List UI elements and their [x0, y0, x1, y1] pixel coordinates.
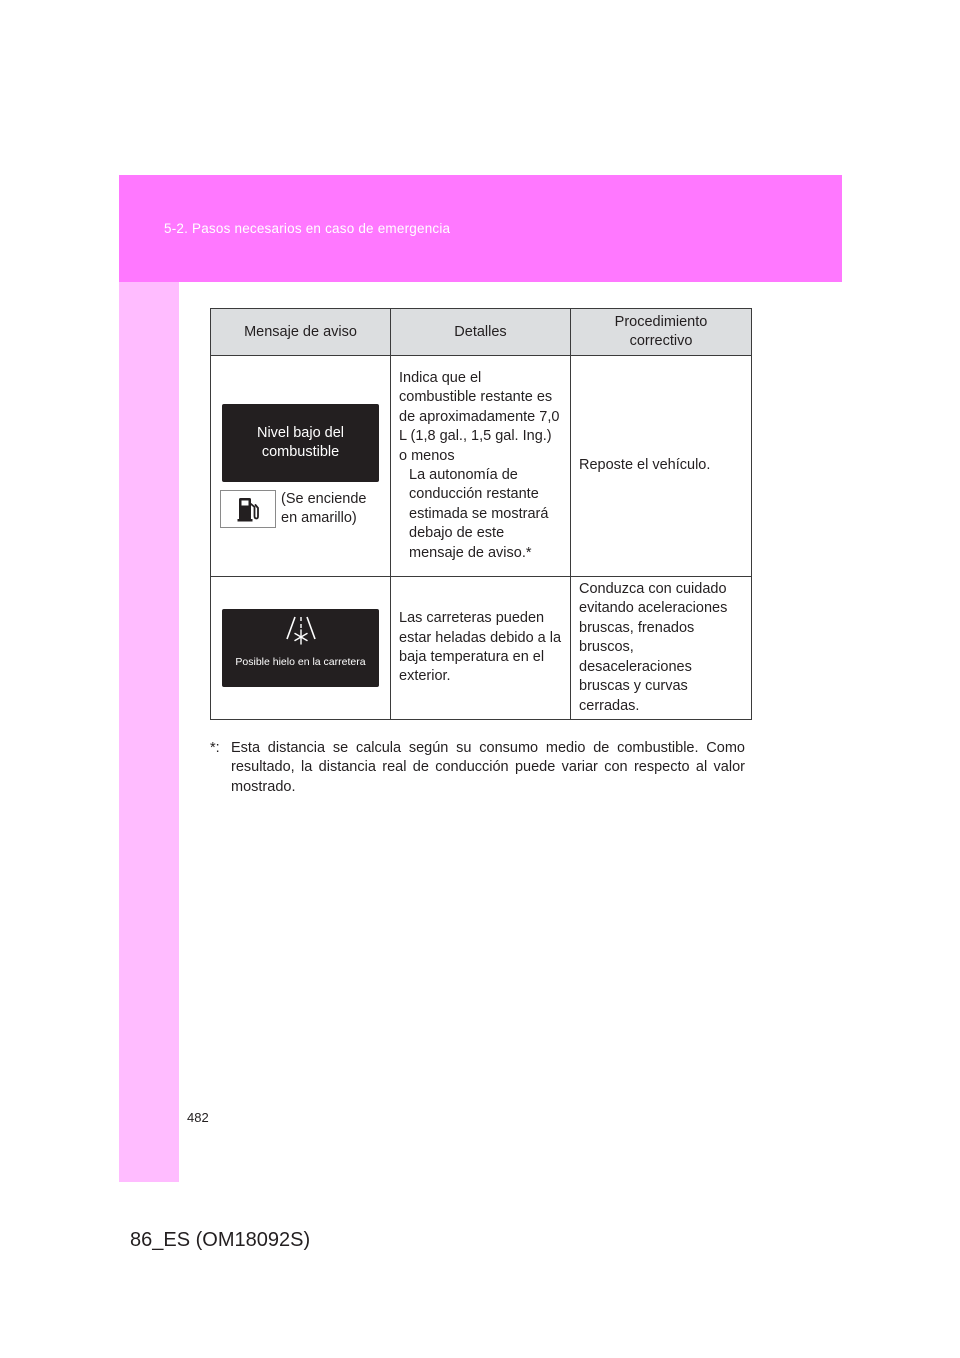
- procedure-text: Reposte el vehículo.: [579, 457, 711, 474]
- column-header: Detalles: [391, 309, 571, 356]
- table-row: [211, 356, 752, 577]
- display-message: Nivel bajo del combustible: [222, 404, 379, 482]
- footnote-mark: *:: [210, 740, 220, 756]
- procedure-text: Conduzca con cuidado evitando aceleraciones bruscas, frenados bruscos, desaceleraciones bruscas y curvas cerradas.: [579, 581, 728, 714]
- fuel-indicator-frame: [220, 490, 276, 528]
- column-header: Procedimiento correctivo: [571, 309, 752, 356]
- details-cell: [391, 356, 571, 577]
- details-sub: La autonomía de conducción restante estimada se mostrará debajo de este mensaje de aviso.*: [409, 467, 549, 561]
- indicator-note: (Se enciende en amarillo): [281, 490, 367, 526]
- footnote-text: Esta distancia se calcula según su consumo medio de combustible. Como resultado, la distancia real de conducción puede variar con respecto al valor mostrado.: [231, 740, 745, 795]
- fuel-pump-icon: [237, 496, 259, 522]
- icy-road-icon: [286, 615, 316, 651]
- warning-table: [210, 308, 752, 720]
- warning-message-cell: [211, 356, 391, 577]
- footnote: [210, 739, 745, 797]
- side-band: [119, 282, 179, 1182]
- column-header: Mensaje de aviso: [211, 309, 391, 356]
- details-main: Las carreteras pueden estar heladas debido a la baja temperatura en el exterior.: [399, 610, 562, 685]
- details-main: Indica que el combustible restante es de aproximadamente 7,0 L (1,8 gal., 1,5 gal. Ing.) o menos: [399, 369, 560, 464]
- warning-message-cell: [211, 577, 391, 720]
- details-cell: [391, 577, 571, 720]
- display-message: Posible hielo en la carretera: [222, 609, 379, 687]
- page-number: 482: [187, 1110, 209, 1125]
- procedure-cell: [571, 577, 752, 720]
- section-title: 5-2. Pasos necesarios en caso de emergencia: [164, 221, 451, 236]
- table-row: [211, 577, 752, 720]
- table-header-row: [211, 309, 752, 356]
- procedure-cell: [571, 356, 752, 577]
- footer-code: 86_ES (OM18092S): [130, 1229, 311, 1251]
